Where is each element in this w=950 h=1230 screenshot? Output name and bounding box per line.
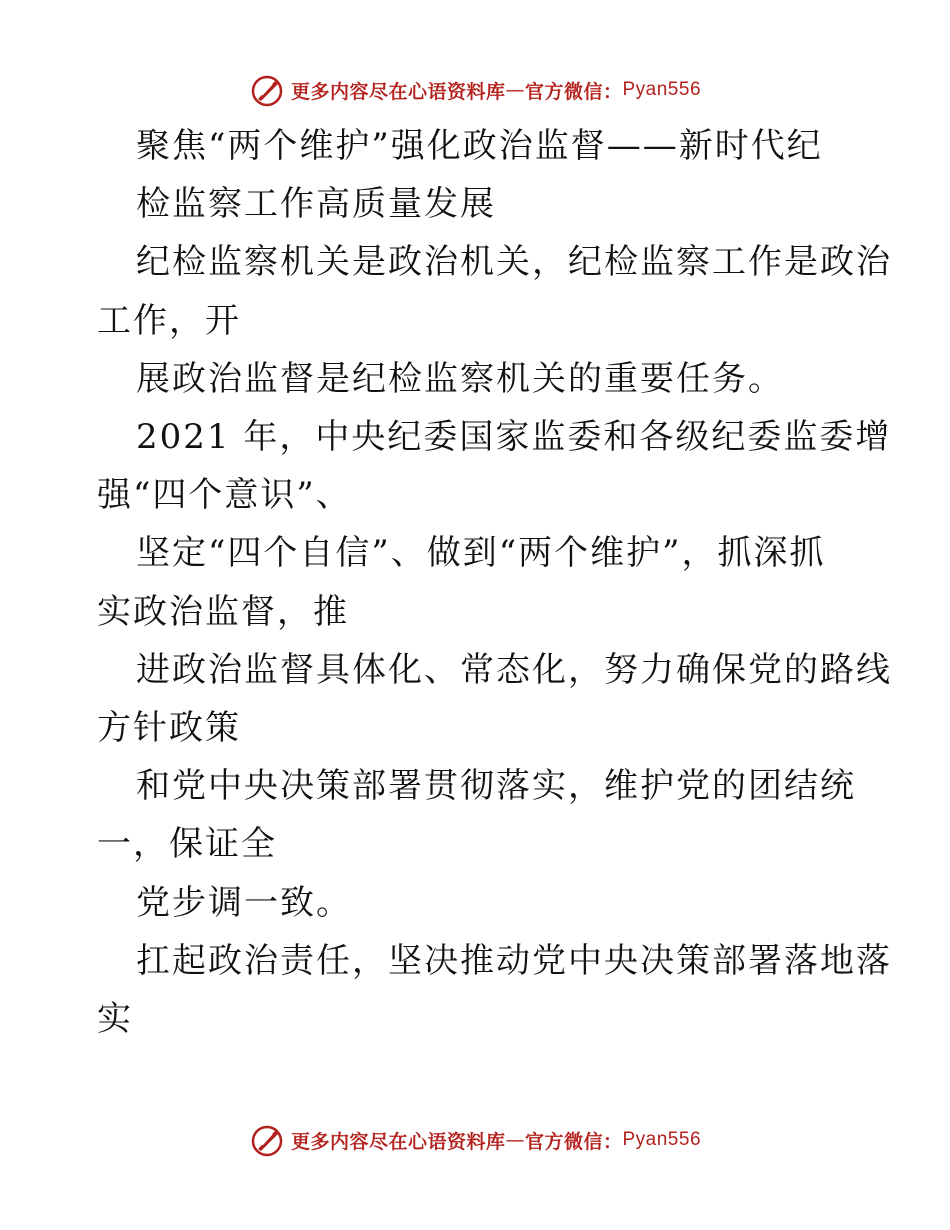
header-watermark [0, 66, 950, 114]
document-line: 2021 年，中央纪委国家监委和各级纪委监委增 [136, 417, 892, 457]
watermark-text [291, 1127, 701, 1154]
document-line: 坚定“四个自信”、做到“两个维护”，抓深抓 [136, 533, 826, 574]
document-line: 党步调一致。 [136, 882, 352, 923]
watermark-separator: — [505, 79, 525, 101]
document-line: 进政治监督具体化、常态化，努力确保党的路线 [136, 649, 892, 690]
document-line: 工作，开 [97, 300, 241, 341]
document-line: 纪检监察机关是政治机关，纪检监察工作是政治 [136, 242, 892, 283]
watermark-text [291, 77, 701, 104]
watermark-separator: — [505, 1129, 525, 1151]
document-line: 一，保证全 [97, 824, 277, 865]
watermark-wechat-id: Pyan556 [622, 79, 702, 100]
watermark-site-text: 更多内容尽在心语资料库 [290, 80, 506, 103]
document-line: 展政治监督是纪检监察机关的重要任务。 [136, 358, 784, 399]
red-feather-pen-icon [249, 1122, 285, 1158]
watermark-wechat-label: 官方微信： [524, 1130, 623, 1153]
document-line: 和党中央决策部署贯彻落实，维护党的团结统 [136, 766, 856, 807]
document-line: 检监察工作高质量发展 [136, 184, 496, 225]
watermark-site-text: 更多内容尽在心语资料库 [290, 1130, 506, 1153]
document-line: 实政治监督，推 [97, 591, 349, 632]
watermark-wechat-id: Pyan556 [622, 1129, 702, 1150]
watermark-wechat-label: 官方微信： [524, 80, 623, 103]
footer-watermark [0, 1116, 950, 1164]
red-feather-pen-icon [249, 72, 285, 108]
document-line: 强“四个意识”、 [97, 475, 352, 516]
document-line: 实 [97, 999, 133, 1039]
document-line: 方针政策 [97, 708, 241, 748]
document-line: 聚焦“两个维护”强化政治监督——新时代纪 [136, 126, 823, 166]
document-line: 扛起政治责任，坚决推动党中央决策部署落地落 [136, 940, 892, 981]
